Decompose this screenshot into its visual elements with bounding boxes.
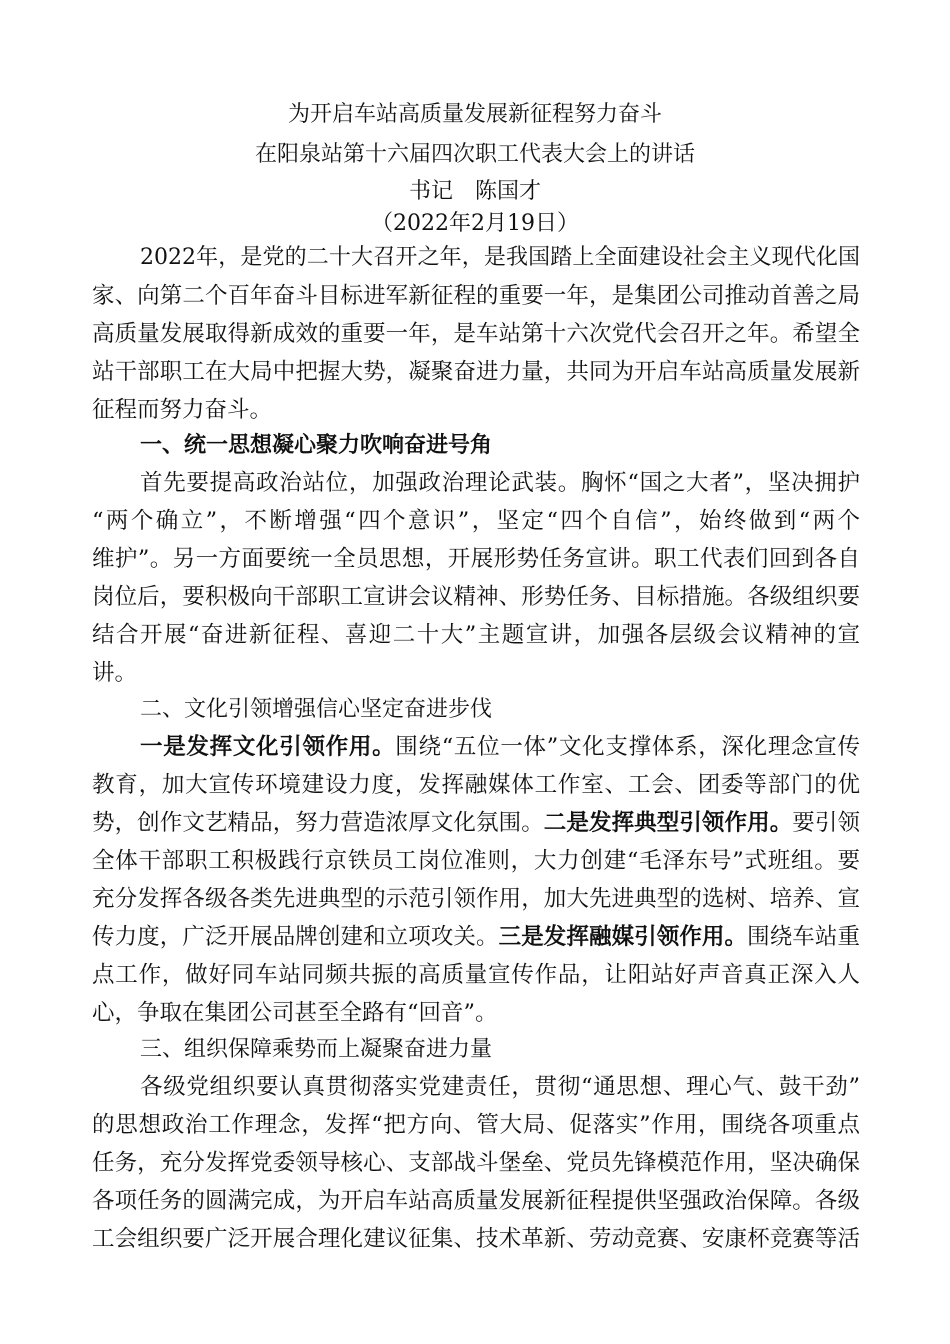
body-text: 围绕“五位一体”文化支撑体系，深化理念宣传 [395,734,860,760]
section1-line: “两个确立”，不断增强“四个意识”，坚定“四个自信”，始终做到“两个 [92,508,860,534]
section2-line: 点工作，做好同车站同频共振的高质量宣传作品，让阳站好声音真正深入人 [92,962,860,988]
section-heading-2: 二、文化引领增强信心坚定奋进步伐 [140,697,493,722]
body-text: 势，创作文艺精品，努力营造浓厚文化氛围。 [92,810,544,836]
document-subtitle: 在阳泉站第十六届四次职工代表大会上的讲话 [254,142,695,167]
speaker-line: 书记 陈国才 [408,179,541,204]
section1-line: 首先要提高政治站位，加强政治理论武装。胸怀“国之大者”，坚决拥护 [140,470,860,496]
intro-line: 站干部职工在大局中把握大势，凝聚奋进力量，共同为开启车站高质量发展新 [92,359,860,385]
intro-line: 高质量发展取得新成效的重要一年，是车站第十六次党代会召开之年。希望全 [92,321,860,347]
body-text: 要引领 [792,810,860,836]
section2-line [92,919,860,955]
intro-line: 征程而努力奋斗。 [92,397,273,423]
section3-line: 工会组织要广泛开展合理化建议征集、技术革新、劳动竞赛、安康杯竞赛等活 [92,1226,860,1252]
emphasis-text: 一是发挥文化引领作用。 [140,734,396,760]
speech-date: （2022年2月19日） [371,211,579,236]
section1-line: 讲。 [92,660,138,686]
section1-line: 结合开展“奋进新征程、喜迎二十大”主题宣讲，加强各层级会议精神的宣 [92,622,860,648]
section2-line: 充分发挥各级各类先进典型的示范引领作用，加大先进典型的选树、培养、宣 [92,886,860,912]
section3-line: 各项任务的圆满完成，为开启车站高质量发展新征程提供坚强政治保障。各级 [92,1188,860,1214]
section2-line [140,729,860,765]
section-heading-1: 一、统一思想凝心聚力吹响奋进号角 [140,433,493,458]
section3-line: 的思想政治工作理念，发挥“把方向、管大局、促落实”作用，围绕各项重点 [92,1112,860,1138]
section2-line [92,805,860,841]
document-title: 为开启车站高质量发展新征程努力奋斗 [287,102,662,127]
emphasis-text: 三是发挥融媒引领作用。 [498,924,748,950]
section-heading-3: 三、组织保障乘势而上凝聚奋进力量 [140,1037,493,1062]
section1-line: 岗位后，要积极向干部职工宣讲会议精神、形势任务、目标措施。各级组织要 [92,584,860,610]
emphasis-text: 二是发挥典型引领作用。 [543,810,793,836]
intro-line: 2022年，是党的二十大召开之年，是我国踏上全面建设社会主义现代化国 [140,245,860,270]
intro-line: 家、向第二个百年奋斗目标进军新征程的重要一年，是集团公司推动首善之局 [92,283,860,309]
section3-line: 任务，充分发挥党委领导核心、支部战斗堡垒、党员先锋模范作用，坚决确保 [92,1150,860,1176]
section2-line: 心，争取在集团公司甚至全路有“回音”。 [92,1000,498,1026]
section1-line: 维护”。另一方面要统一全员思想，开展形势任务宣讲。职工代表们回到各自 [92,546,860,572]
body-text: 围绕车站重 [747,924,860,950]
section3-line: 各级党组织要认真贯彻落实党建责任，贯彻“通思想、理心气、鼓干劲” [140,1074,860,1100]
body-text: 传力度，广泛开展品牌创建和立项攻关。 [92,924,499,950]
section2-line: 教育，加大宣传环境建设力度，发挥融媒体工作室、工会、团委等部门的优 [92,772,860,798]
section2-line: 全体干部职工积极践行京铁员工岗位准则，大力创建“毛泽东号”式班组。要 [92,848,860,874]
